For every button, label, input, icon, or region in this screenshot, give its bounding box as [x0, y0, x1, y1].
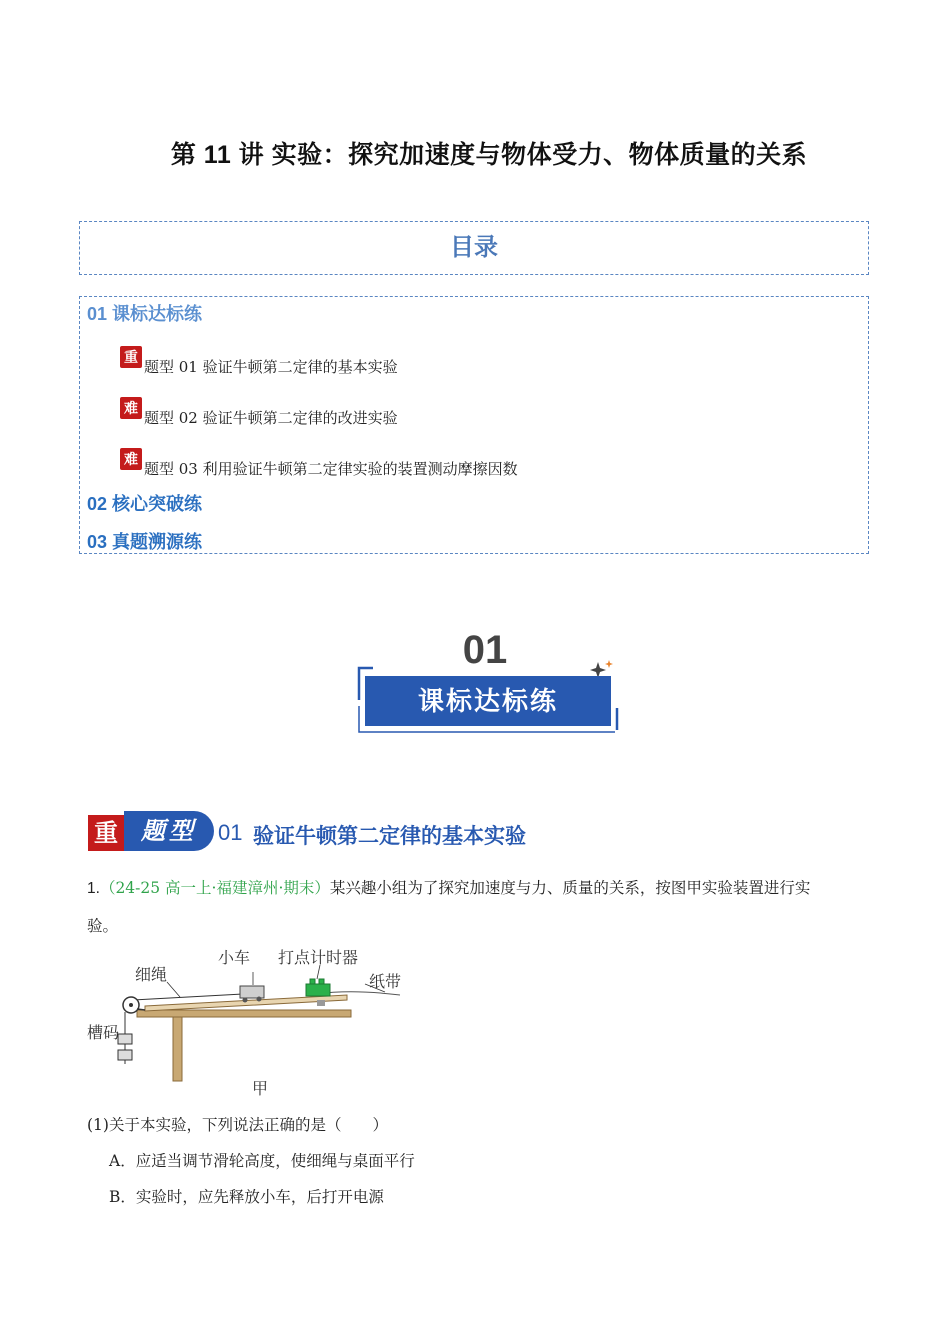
toc-item-label: 题型 01 验证牛顿第二定律的基本实验 [144, 358, 398, 376]
toc-item-1[interactable] [120, 349, 398, 376]
toc-header-box [79, 221, 869, 275]
toc-section-3[interactable]: 03 真题溯源练 [87, 532, 203, 552]
page-title: 第 11 讲 实验：探究加速度与物体受力、物体质量的关系 [170, 141, 808, 169]
question-stem-line1: 某兴趣小组为了探究加速度与力、质量的关系，按图甲实验装置进行实 [329, 879, 811, 897]
toc-section-1[interactable]: 01 课标达标练 [87, 304, 203, 324]
label-cart: 小车 [218, 950, 251, 967]
label-timer: 打点计时器 [278, 950, 359, 967]
question-type-tag: 重 [88, 815, 124, 851]
toc-item-2[interactable] [120, 400, 398, 427]
question-type-number: 01 [218, 820, 243, 845]
toc-item-label: 题型 03 利用验证牛顿第二定律实验的装置测动摩擦因数 [144, 460, 518, 478]
section-banner: 课标达标练 [365, 676, 611, 726]
label-rope: 细绳 [135, 967, 168, 984]
option-letter: A． [109, 1152, 136, 1170]
option-text: 实验时，应先释放小车，后打开电源 [135, 1188, 384, 1206]
section-number: 01 [462, 628, 508, 672]
tag-nan-badge: 难 [120, 397, 142, 419]
toc-item-label: 题型 02 验证牛顿第二定律的改进实验 [144, 409, 398, 427]
option-b[interactable] [109, 1185, 384, 1207]
question-type-badge: 题型 [124, 811, 214, 851]
figure-caption: 甲 [252, 1081, 269, 1098]
tag-zhong-badge: 重 [120, 346, 142, 368]
toc-item-3[interactable] [120, 451, 518, 478]
option-text: 应适当调节滑轮高度，使细绳与桌面平行 [135, 1152, 415, 1170]
label-tape: 纸带 [369, 974, 402, 991]
toc-heading: 目录 [450, 234, 498, 261]
question-stem-line2: 验。 [87, 917, 119, 935]
question-type-title: 验证牛顿第二定律的基本实验 [253, 825, 526, 848]
question-index: 1. [87, 880, 100, 897]
sub-question-1: (1)关于本实验，下列说法正确的是（ ） [87, 1116, 388, 1134]
experiment-apparatus-figure [85, 942, 415, 1112]
toc-section-2[interactable]: 02 核心突破练 [87, 494, 203, 514]
option-a[interactable] [109, 1149, 415, 1171]
tag-nan-badge: 难 [120, 448, 142, 470]
label-weights: 槽码 [87, 1025, 120, 1042]
question-source: （24-25 高一上·福建漳州·期末） [99, 879, 330, 897]
question-stem [87, 877, 810, 900]
option-letter: B． [109, 1188, 136, 1206]
